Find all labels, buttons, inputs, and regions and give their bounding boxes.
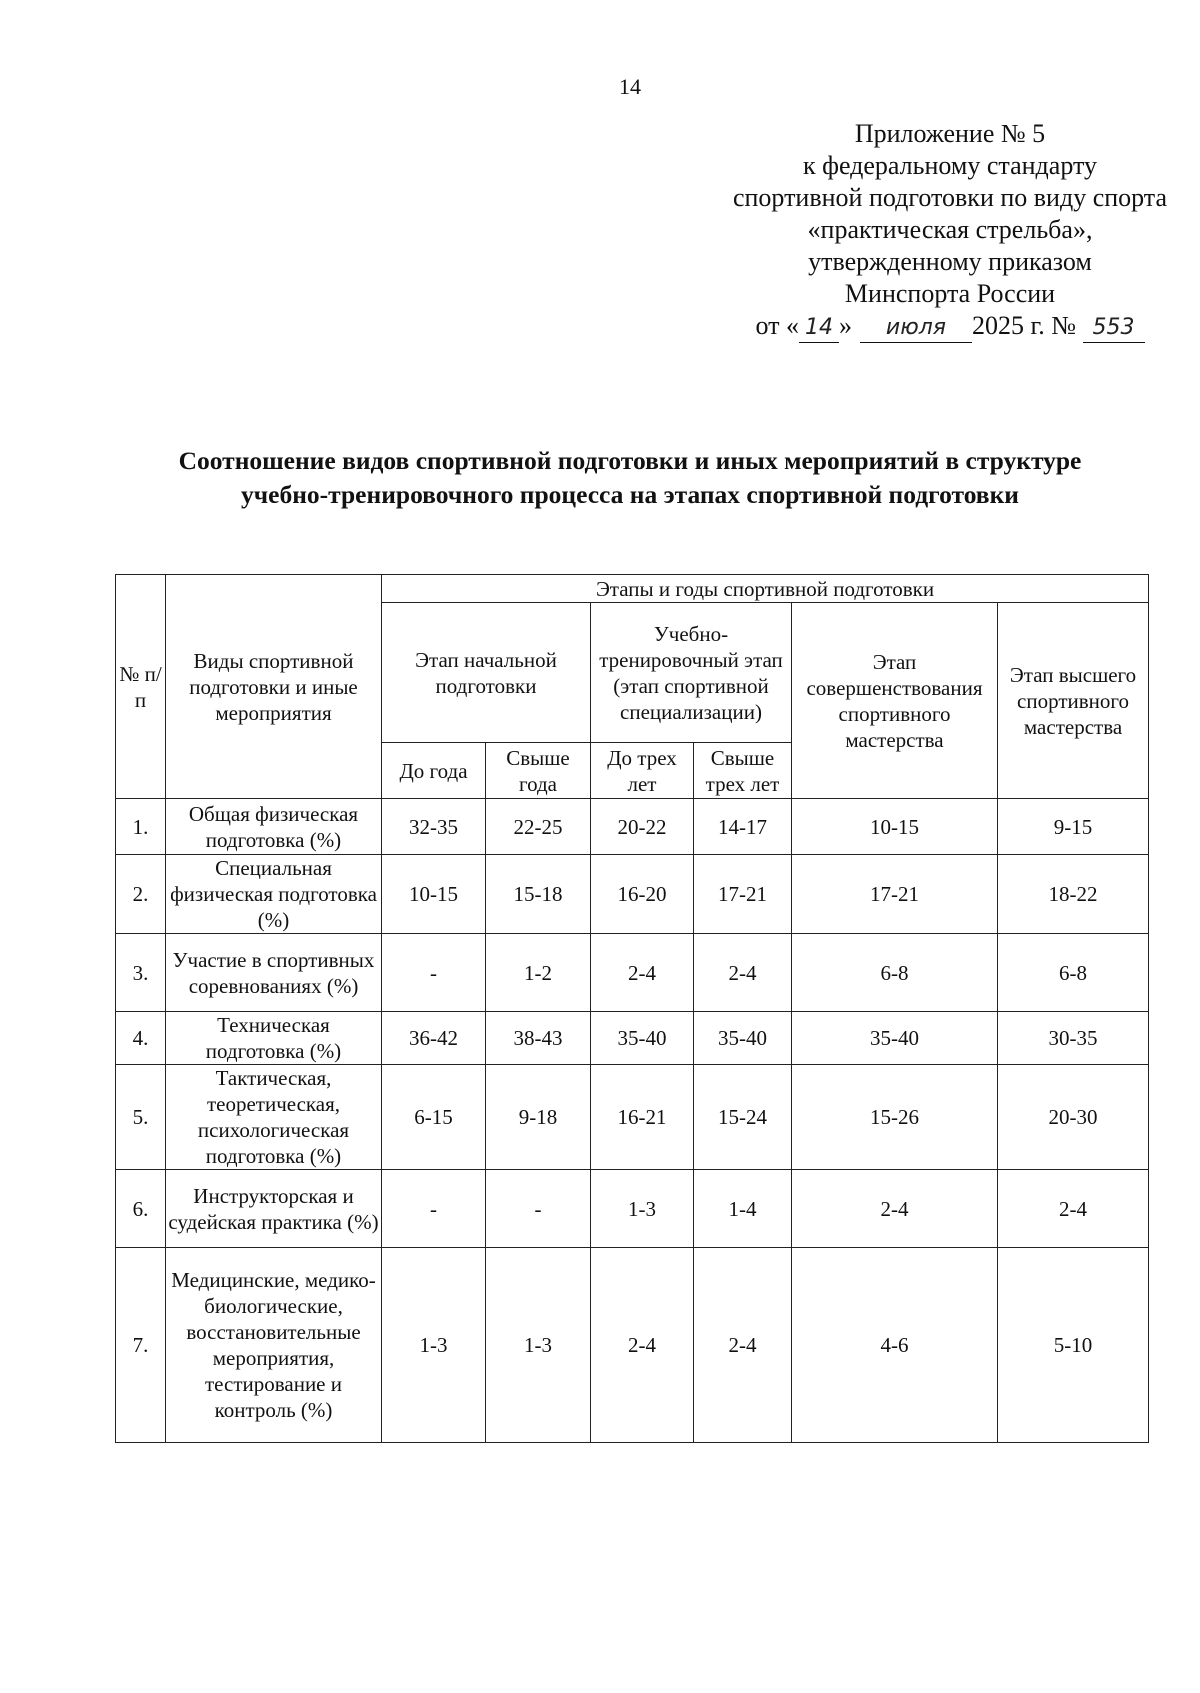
table-row	[116, 1170, 1149, 1248]
table-row	[116, 1012, 1149, 1065]
ratio-table	[115, 574, 1149, 1443]
row-kind-name: Инструкторская и судейская практика (%)	[166, 1170, 382, 1248]
page-number: 14	[619, 74, 641, 99]
table-row	[116, 934, 1149, 1012]
row-value: 1-2	[486, 934, 591, 1012]
row-value: 6-8	[998, 934, 1149, 1012]
header-kinds: Виды спортивной подготовки и иные мероприятия	[166, 575, 382, 799]
row-value: 2-4	[591, 1248, 694, 1443]
title-line-2: учебно-тренировочного процесса на этапах спортивной подготовки	[241, 480, 1019, 509]
row-value: 4-6	[792, 1248, 998, 1443]
header-over-three-years: Свыше трех лет	[694, 743, 792, 799]
row-value: 10-15	[382, 855, 486, 934]
row-value: -	[382, 934, 486, 1012]
row-value: 35-40	[694, 1012, 792, 1065]
row-number: 7.	[116, 1248, 166, 1443]
date-year: 2025 г. №	[971, 311, 1077, 340]
appendix-line: Приложение № 5	[854, 119, 1046, 148]
row-value: 35-40	[591, 1012, 694, 1065]
title-line-1: Соотношение видов спортивной подготовки и иных мероприятий в структуре	[178, 446, 1082, 475]
appendix-line: спортивной подготовки по виду спорта	[732, 183, 1168, 212]
document-title	[100, 444, 1160, 512]
row-kind-name: Участие в спортивных соревнованиях (%)	[166, 934, 382, 1012]
row-value: 22-25	[486, 799, 591, 855]
row-value: 9-15	[998, 799, 1149, 855]
row-number: 6.	[116, 1170, 166, 1248]
row-value: 17-21	[694, 855, 792, 934]
row-kind-name: Специальная физическая подготовка (%)	[166, 855, 382, 934]
row-value: 2-4	[694, 1248, 792, 1443]
row-value: 6-8	[792, 934, 998, 1012]
row-number: 4.	[116, 1012, 166, 1065]
row-number: 5.	[116, 1065, 166, 1170]
row-value: 5-10	[998, 1248, 1149, 1443]
row-value: 20-30	[998, 1065, 1149, 1170]
appendix-block	[640, 118, 1200, 343]
header-up-to-three-years: До трех лет	[591, 743, 694, 799]
row-value: 1-3	[382, 1248, 486, 1443]
header-stage-initial: Этап начальной подготовки	[382, 603, 591, 743]
row-value: 2-4	[792, 1170, 998, 1248]
header-stages: Этапы и годы спортивной подготовки	[382, 575, 1149, 603]
table-row	[116, 1065, 1149, 1170]
header-stage-improvement: Этап совершенствования спортивного мастерства	[792, 603, 998, 799]
row-value: 15-26	[792, 1065, 998, 1170]
row-value: 10-15	[792, 799, 998, 855]
appendix-line: «практическая стрельба»,	[807, 215, 1093, 244]
appendix-line: утвержденному приказом	[808, 247, 1092, 276]
appendix-line: Минспорта России	[844, 279, 1056, 308]
row-value: 2-4	[694, 934, 792, 1012]
table-row	[116, 1248, 1149, 1443]
row-kind-name: Техническая подготовка (%)	[166, 1012, 382, 1065]
row-value: 30-35	[998, 1012, 1149, 1065]
row-value: 35-40	[792, 1012, 998, 1065]
handwritten-day: 14	[799, 314, 839, 343]
table-row	[116, 855, 1149, 934]
row-value: 9-18	[486, 1065, 591, 1170]
row-value: 1-3	[486, 1248, 591, 1443]
row-kind-name: Медицинские, медико-биологические, восстановительные мероприятия, тестирование и контроль (%)	[166, 1248, 382, 1443]
row-value: 1-4	[694, 1170, 792, 1248]
row-number: 1.	[116, 799, 166, 855]
date-prefix: от «	[755, 311, 799, 340]
header-stage-higher: Этап высшего спортивного мастерства	[998, 603, 1149, 799]
row-value: 17-21	[792, 855, 998, 934]
appendix-date-line	[640, 310, 1200, 343]
table-body	[116, 799, 1149, 1443]
row-value: 18-22	[998, 855, 1149, 934]
row-value: 32-35	[382, 799, 486, 855]
header-up-to-year: До года	[382, 743, 486, 799]
row-kind-name: Общая физическая подготовка (%)	[166, 799, 382, 855]
header-over-year: Свыше года	[486, 743, 591, 799]
row-value: 16-20	[591, 855, 694, 934]
row-value: -	[382, 1170, 486, 1248]
handwritten-month: июля	[860, 314, 972, 343]
row-value: 15-24	[694, 1065, 792, 1170]
appendix-line: к федеральному стандарту	[802, 151, 1098, 180]
row-value: 16-21	[591, 1065, 694, 1170]
row-value: 1-3	[591, 1170, 694, 1248]
row-value: 38-43	[486, 1012, 591, 1065]
row-value: 14-17	[694, 799, 792, 855]
row-value: 36-42	[382, 1012, 486, 1065]
row-value: 20-22	[591, 799, 694, 855]
handwritten-order-number: 553	[1083, 314, 1145, 343]
row-value: 2-4	[998, 1170, 1149, 1248]
table-row	[116, 799, 1149, 855]
row-value: 2-4	[591, 934, 694, 1012]
row-value: -	[486, 1170, 591, 1248]
row-number: 3.	[116, 934, 166, 1012]
date-mid: »	[838, 311, 852, 340]
header-number: № п/п	[116, 575, 166, 799]
row-value: 6-15	[382, 1065, 486, 1170]
row-kind-name: Тактическая, теоретическая, психологическая подготовка (%)	[166, 1065, 382, 1170]
row-value: 15-18	[486, 855, 591, 934]
header-stage-training: Учебно-тренировочный этап (этап спортивной специализации)	[591, 603, 792, 743]
row-number: 2.	[116, 855, 166, 934]
